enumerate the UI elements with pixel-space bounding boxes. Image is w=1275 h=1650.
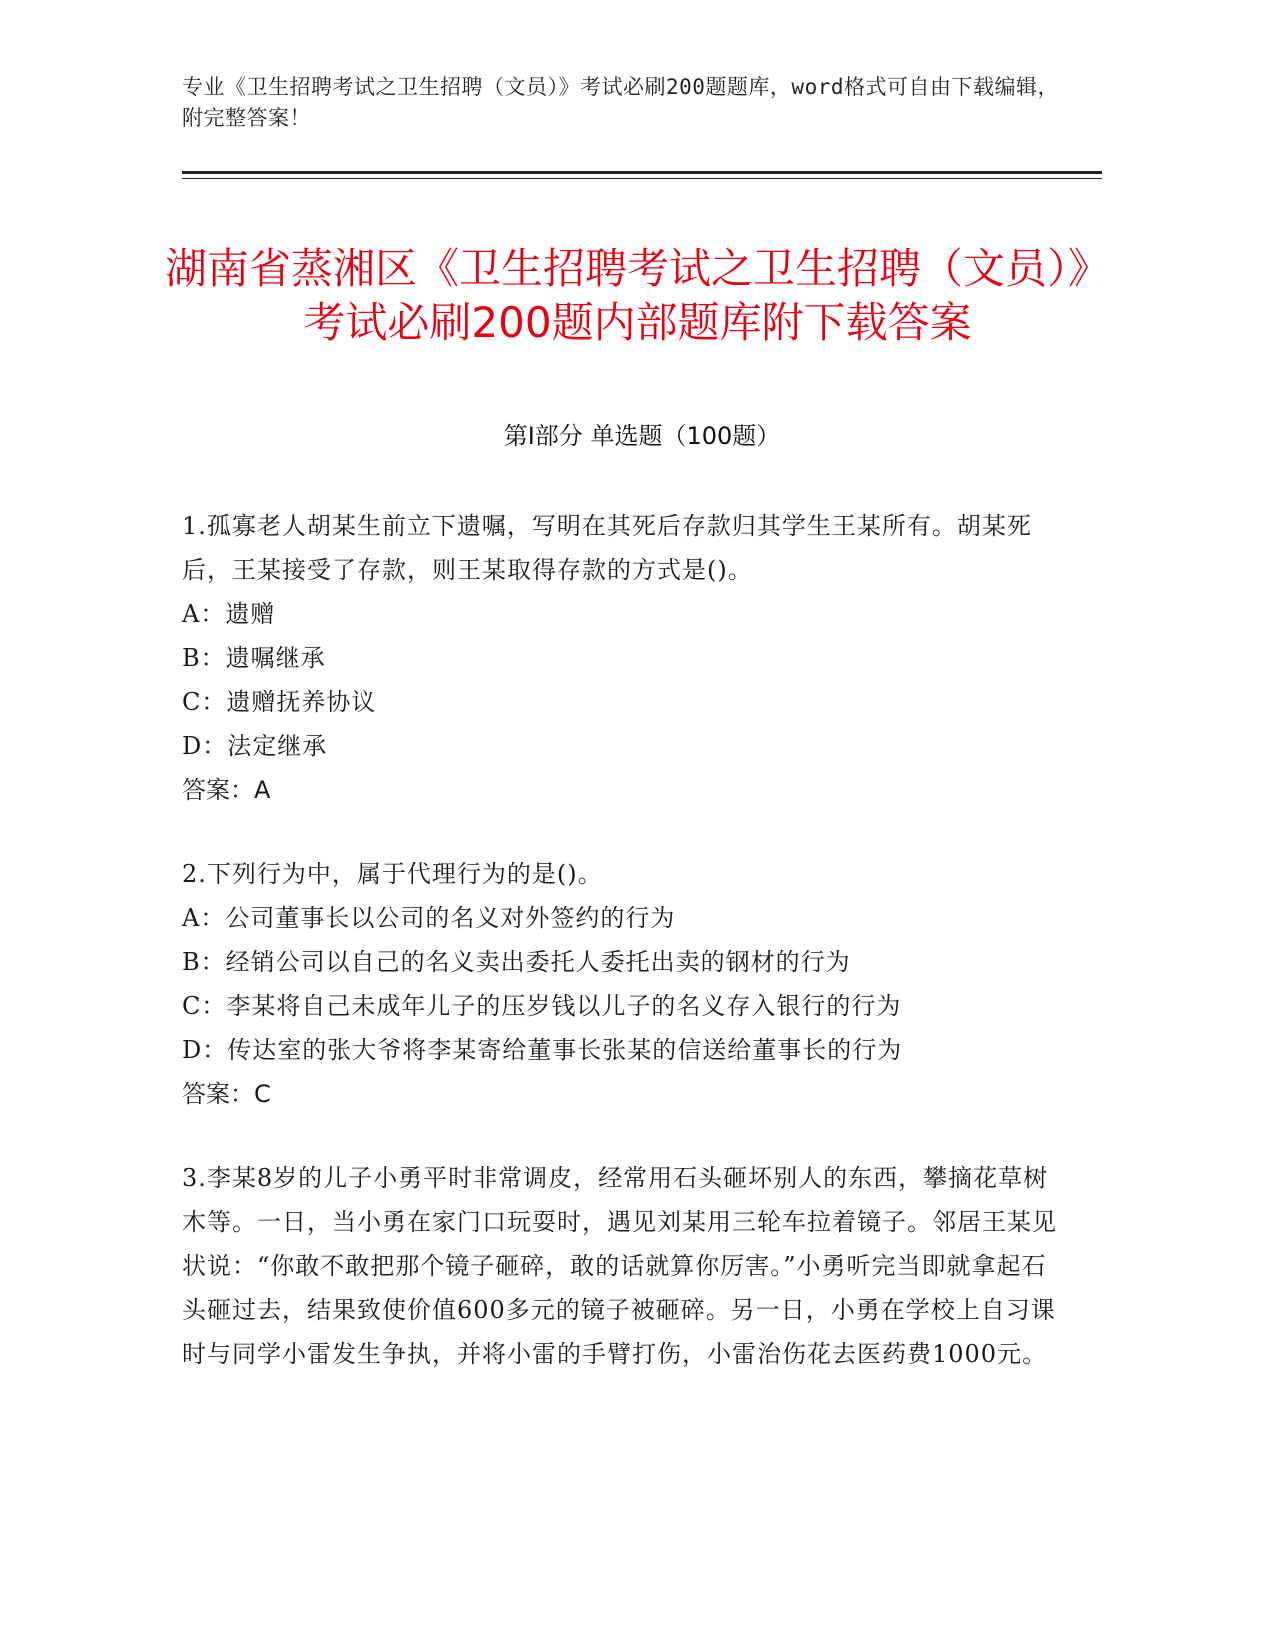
option-a: A：遗赠 xyxy=(182,600,276,628)
option-b: B：遗嘱继承 xyxy=(182,644,326,672)
option-d: D：传达室的张大爷将李某寄给董事长张某的信送给董事长的行为 xyxy=(182,1036,903,1064)
section-title: 第Ⅰ部分 单选题（100题） xyxy=(503,422,781,450)
option-a: A：公司董事长以公司的名义对外签约的行为 xyxy=(182,904,676,932)
question-stem: 3.李某8岁的儿子小勇平时非常调皮，经常用石头砸坏别人的东西，攀摘花草树木等。一日，当小勇在家门口玩耍时，遇见刘某用三轮车拉着镜子。邻居王某见状说：“你敢不敢把那个镜子砸碎，敢的话就算你厉害。”小勇听完当即就拿起石头砸过去，结果致使价值600多元的镜子被砸碎。另一日，小勇在学校上自习课时与同学小雷发生争执，并将小雷的手臂打伤，小雷治伤花去医药费1000元。 xyxy=(182,1164,1057,1368)
answer-line: 答案：C xyxy=(182,1080,271,1108)
option-b: B：经销公司以自己的名义卖出委托人委托出卖的钢材的行为 xyxy=(182,948,851,976)
answer-line: 答案：A xyxy=(182,776,271,804)
option-d: D：法定继承 xyxy=(182,732,328,760)
question-stem: 2.下列行为中，属于代理行为的是()。 xyxy=(182,860,603,888)
header-note: 专业《卫生招聘考试之卫生招聘（文员）》考试必刷200题题库，word格式可自由下载编辑，附完整答案！ xyxy=(182,75,1059,130)
question-2 xyxy=(182,852,1062,1116)
question-stem: 1.孤寡老人胡某生前立下遗嘱，写明在其死后存款归其学生王某所有。胡某死后，王某接受了存款，则王某取得存款的方式是()。 xyxy=(182,512,1032,584)
header-divider-thin xyxy=(182,178,1102,179)
option-c: C：李某将自己未成年儿子的压岁钱以儿子的名义存入银行的行为 xyxy=(182,992,902,1020)
question-1 xyxy=(182,504,1062,812)
document-title: 湖南省蒸湘区《卫生招聘考试之卫生招聘（文员）》考试必刷200题内部题库附下载答案 xyxy=(164,244,1110,348)
header-divider-thick xyxy=(182,171,1102,174)
option-c: C：遗赠抚养协议 xyxy=(182,688,377,716)
question-3 xyxy=(182,1156,1062,1376)
